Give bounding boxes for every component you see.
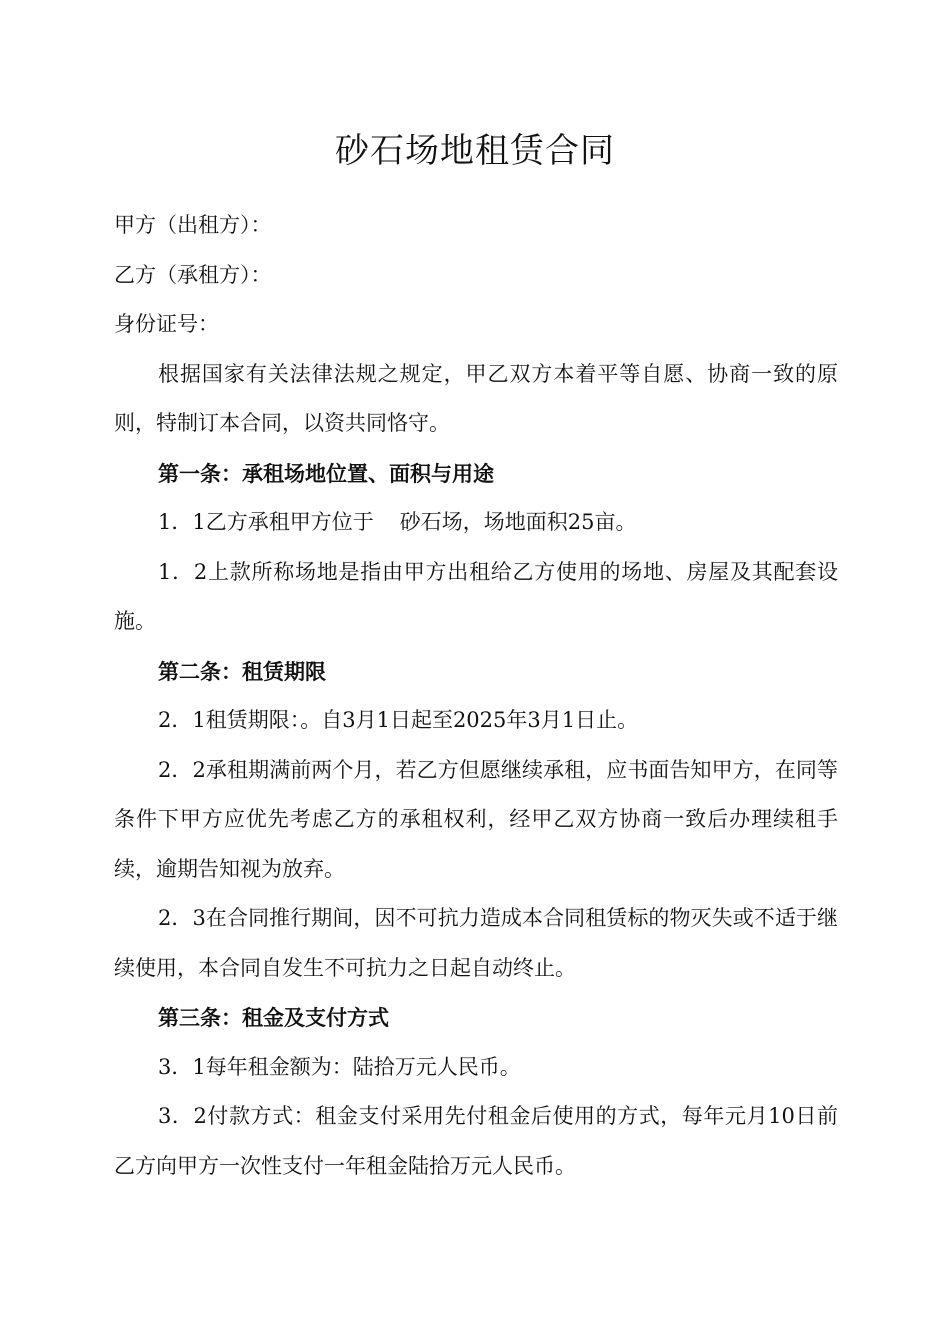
clause-1-1-after: 砂石场，场地面积25亩。: [399, 510, 637, 534]
article-2-heading: 第二条：租赁期限: [158, 658, 326, 684]
article-1-heading: 第一条：承租场地位置、面积与用途: [158, 460, 494, 486]
clause-1-1-before: 1．1乙方承租甲方位于: [158, 510, 374, 534]
preamble-paragraph: 根据国家有关法律法规之规定，甲乙双方本着平等自愿、协商一致的原则，特制订本合同，以资共同恪守。: [114, 361, 838, 435]
document-title: 砂石场地租赁合同: [335, 131, 615, 171]
clause-2-2: 2．2承租期满前两个月，若乙方但愿继续承租，应书面告知甲方，在同等条件下甲方应优先考虑乙方的承租权利，经甲乙双方协商一致后办理续租手续，逾期告知视为放弃。: [114, 757, 838, 881]
lessor-line: 甲方（出租方）：: [114, 213, 272, 237]
clause-3-1: 3．1每年租金额为：陆拾万元人民币。: [158, 1054, 521, 1079]
article-3-heading: 第三条：租金及支付方式: [158, 1005, 389, 1030]
lessee-line: 乙方（承租方）：: [114, 262, 272, 287]
clause-3-2: 3．2付款方式：租金支付采用先付租金后使用的方式，每年元月10日前乙方向甲方一次性支付一年租金陆拾万元人民币。: [114, 1104, 838, 1178]
id-number-line: 身份证号：: [114, 312, 219, 336]
contract-body: [114, 201, 838, 1191]
clause-1-2: 1．2上款所称场地是指由甲方出租给乙方使用的场地、房屋及其配套设施。: [114, 559, 838, 633]
clause-2-1: 2．1租赁期限：。自3月1日起至2025年3月1日止。: [158, 708, 639, 732]
clause-2-3: 2．3在合同推行期间，因不可抗力造成本合同租赁标的物灭失或不适于继续使用，本合同自发生不可抗力之日起自动终止。: [114, 906, 838, 980]
clause-1-1: [114, 498, 838, 548]
